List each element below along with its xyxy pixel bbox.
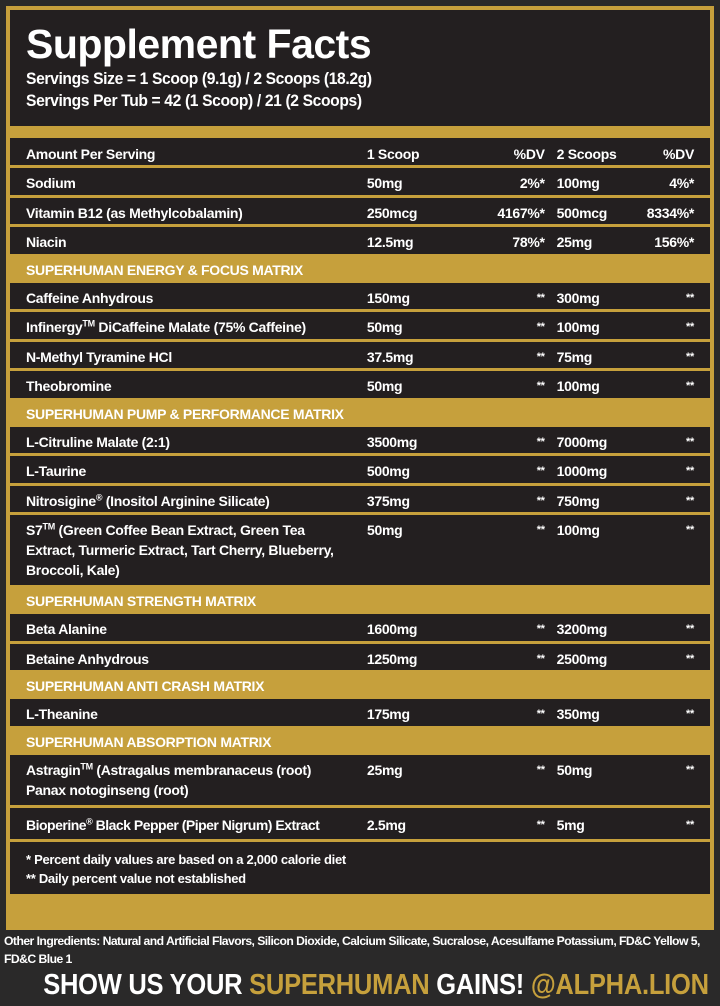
section-header-strength: SUPERHUMAN STRENGTH MATRIX: [10, 588, 710, 614]
supplement-facts-panel: [6, 6, 714, 930]
section-header-absorption: SUPERHUMAN ABSORPTION MATRIX: [10, 729, 710, 755]
servings-per-tub: Servings Per Tub = 42 (1 Scoop) / 21 (2 Scoops): [26, 91, 362, 110]
table-row: Beta Alanine 1600mg ** 3200mg **: [10, 614, 710, 641]
tagline: SHOW US YOUR SUPERHUMAN GAINS! @ALPHA.LION: [43, 969, 709, 1001]
table-row: N-Methyl Tyramine HCl 37.5mg ** 75mg **: [10, 342, 710, 369]
column-dv-2: %DV: [663, 146, 694, 162]
column-2-scoops: 2 Scoops: [556, 146, 617, 162]
footnote-not-established: ** Daily percent value not established: [26, 870, 246, 886]
trademark-mark: TM: [42, 521, 55, 532]
table-row: S7™ (Green Coffee Bean Extract, Green Tea Extract, Turmeric Extract, Tart Cherry, Blueberry, Broccoli, Kale) 50mg ** 100mg **: [10, 515, 710, 585]
page-title: Supplement Facts: [26, 21, 372, 67]
table-row: Nitrosigine® (Inositol Arginine Silicate) 375mg ** 750mg **: [10, 486, 710, 513]
table-row: L-Taurine 500mg ** 1000mg **: [10, 456, 710, 483]
table-row: Betaine Anhydrous 1250mg ** 2500mg **: [10, 644, 710, 671]
section-header-energy-focus: SUPERHUMAN ENERGY & FOCUS MATRIX: [10, 257, 710, 283]
section-header-pump-performance: SUPERHUMAN PUMP & PERFORMANCE MATRIX: [10, 401, 710, 427]
trademark-mark: TM: [82, 318, 95, 329]
serving-size: Servings Size = 1 Scoop (9.1g) / 2 Scoops (18.2g): [26, 69, 372, 88]
section-header-anti-crash: SUPERHUMAN ANTI CRASH MATRIX: [10, 673, 710, 699]
facts-header: [10, 10, 710, 126]
trademark-mark: TM: [80, 760, 93, 771]
social-handle: @ALPHA.LION: [530, 969, 709, 1001]
footnotes: [10, 842, 710, 894]
table-row: Theobromine 50mg ** 100mg **: [10, 371, 710, 398]
table-row: L-Citruline Malate (2:1) 3500mg ** 7000mg **: [10, 427, 710, 454]
column-1-scoop: 1 Scoop: [366, 146, 420, 162]
table-row: Sodium 50mg 2%* 100mg 4%*: [10, 168, 710, 195]
registered-mark: ®: [95, 491, 103, 502]
footnote-percent-dv: * Percent daily values are based on a 2,000 calorie diet: [26, 851, 346, 867]
column-header-row: [10, 138, 710, 165]
table-row: Niacin 12.5mg 78%* 25mg 156%*: [10, 227, 710, 254]
other-ingredients: Other Ingredients: Natural and Artificial Flavors, Silicon Dioxide, Calcium Silicate, Sucralose, Acesulfame Potassium, FD&C Yellow 5, FD&C Blue 1: [4, 934, 700, 966]
column-amount-per-serving: Amount Per Serving: [26, 146, 156, 162]
registered-mark: ®: [86, 815, 93, 826]
table-row: Astragin™ (Astragalus membranaceus (root) Panax notoginseng (root) 25mg ** 50mg **: [10, 755, 710, 805]
table-row: Bioperine® Black Pepper (Piper Nigrum) Extract 2.5mg ** 5mg **: [10, 808, 710, 839]
table-row: L-Theanine 175mg ** 350mg **: [10, 699, 710, 726]
column-dv-1: %DV: [513, 146, 545, 162]
table-row: Infinergy™ DiCaffeine Malate (75% Caffeine) 50mg ** 100mg **: [10, 312, 710, 339]
table-row: Vitamin B12 (as Methylcobalamin) 250mcg 4167%* 500mcg 8334%*: [10, 198, 710, 225]
table-row: Caffeine Anhydrous 150mg ** 300mg **: [10, 283, 710, 310]
